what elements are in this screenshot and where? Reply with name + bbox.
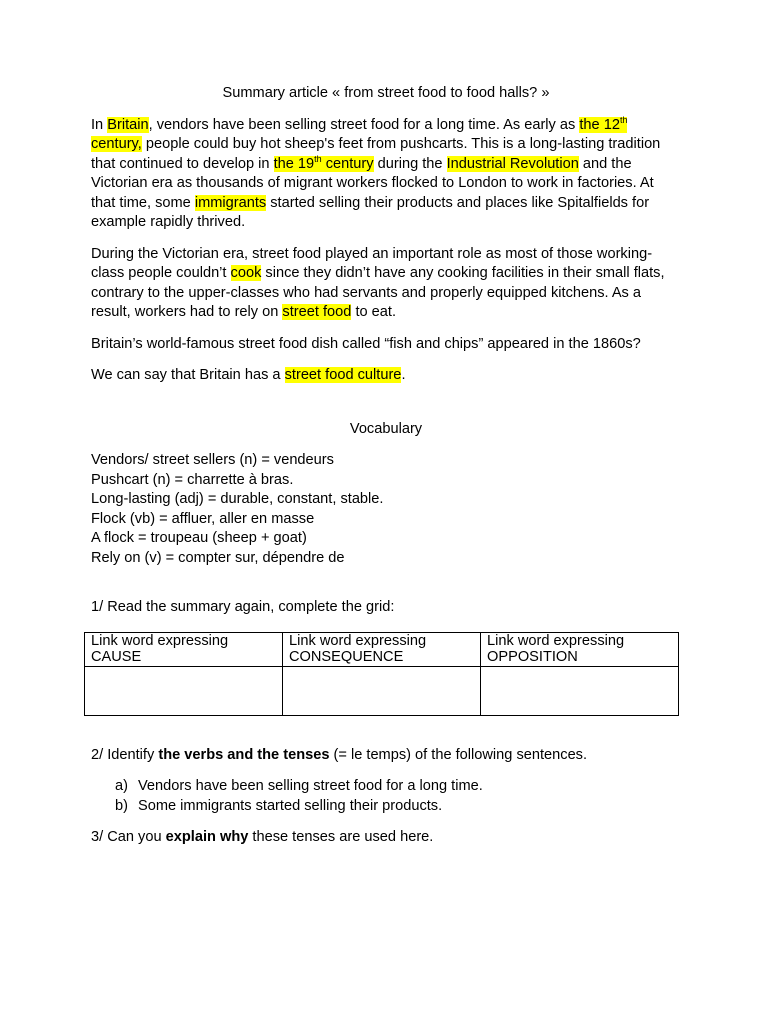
- superscript: th: [619, 114, 628, 125]
- text-run: the 12: [579, 116, 620, 133]
- question-1: 1/ Read the summary again, complete the grid:: [91, 599, 395, 615]
- paragraph-3: Britain’s world-famous street food dish called “fish and chips” appeared in the 1860s?: [91, 335, 641, 352]
- sentence-text: Vendors have been selling street food for a long time.: [138, 778, 483, 794]
- document-content: [91, 84, 681, 848]
- question-3: [91, 828, 681, 848]
- text-run: century,: [91, 136, 142, 152]
- text-run: started selling their products and places like Spitalfields for example rapidly thrived.: [91, 194, 650, 230]
- highlight-19th-century: [273, 153, 374, 172]
- bold-text: explain why: [165, 829, 249, 845]
- link-word-grid: [84, 632, 679, 716]
- paragraph-1: [91, 116, 681, 233]
- grid-cell-opposition[interactable]: [481, 666, 679, 715]
- text-run: (= le temps) of the following sentences.: [329, 746, 588, 763]
- highlight-street-food-culture: street food culture: [284, 367, 402, 383]
- text-run: century: [321, 155, 374, 172]
- vocabulary-list: [91, 451, 681, 568]
- text-run: since they didn’t have any cooking facilities in their small flats, contrary to the upper-classes who had servants and properly equipped kitchens. As a result, workers had to rely on: [91, 265, 665, 320]
- vocabulary-item: Rely on (v) = compter sur, dépendre de: [91, 549, 345, 566]
- vocabulary-item: Long-lasting (adj) = durable, constant, stable.: [91, 491, 384, 507]
- text-run: people could buy hot sheep's feet from pushcarts. This is a long-lasting tradition that continued to develop in: [91, 136, 661, 172]
- text-run: .: [401, 367, 406, 383]
- paragraph-2: [91, 245, 681, 323]
- page-title: Summary article « from street food to food halls? »: [222, 85, 550, 101]
- grid-cell-consequence[interactable]: [283, 666, 481, 715]
- text-run: 2/ Identify: [91, 746, 159, 763]
- superscript: th: [314, 153, 322, 164]
- text-run: During the Victorian era, street food played an important role as most of those working-class people couldn’t: [91, 245, 653, 281]
- sentence-list: [91, 777, 681, 816]
- grid-header-cause: [85, 632, 283, 666]
- text-run: to eat.: [351, 304, 397, 320]
- highlight-street-food: street food: [282, 304, 352, 320]
- header-line: Link word expressing: [289, 632, 427, 649]
- text-run: In: [91, 116, 108, 133]
- header-line: CAUSE: [91, 648, 142, 665]
- text-run: , vendors have been selling street food for a long time. As early as: [148, 116, 580, 133]
- paragraph-4: [91, 366, 681, 386]
- list-item: [91, 777, 681, 797]
- vocabulary-item: Flock (vb) = affluer, aller en masse: [91, 510, 315, 527]
- grid-header-opposition: [481, 632, 679, 666]
- question-2: [91, 746, 681, 766]
- list-marker: a): [115, 778, 128, 794]
- text-run: We can say that Britain has a: [91, 367, 285, 383]
- vocabulary-item: A flock = troupeau (sheep + goat): [91, 530, 307, 546]
- header-line: Link word expressing: [487, 632, 625, 649]
- grid-cell-cause[interactable]: [85, 666, 283, 715]
- highlight-immigrants: immigrants: [194, 194, 267, 211]
- vocabulary-item: Pushcart (n) = charrette à bras.: [91, 471, 294, 488]
- grid-header-consequence: [283, 632, 481, 666]
- header-line: CONSEQUENCE: [289, 648, 404, 665]
- sentence-text: Some immigrants started selling their products.: [138, 797, 443, 814]
- list-marker: b): [115, 797, 128, 814]
- header-line: Link word expressing: [91, 632, 229, 649]
- text-run: and the Victorian era as thousands of migrant workers flocked to London to work in factories. At that time, some: [91, 155, 654, 211]
- highlight-cook: cook: [230, 265, 262, 281]
- bold-text: the verbs and the tenses: [158, 746, 330, 763]
- list-item: [91, 797, 681, 817]
- grid-answer-row: [85, 666, 679, 715]
- vocabulary-heading: Vocabulary: [349, 420, 423, 437]
- highlight-britain: Britain: [107, 116, 149, 133]
- text-run: during the: [373, 155, 447, 172]
- vocabulary-item: Vendors/ street sellers (n) = vendeurs: [91, 452, 334, 468]
- text-run: these tenses are used here.: [248, 829, 434, 845]
- grid-header-row: [85, 632, 679, 666]
- text-run: 3/ Can you: [91, 829, 166, 845]
- header-line: OPPOSITION: [487, 648, 578, 665]
- highlight-industrial-revolution: Industrial Revolution: [446, 155, 579, 172]
- text-run: the 19: [273, 155, 315, 172]
